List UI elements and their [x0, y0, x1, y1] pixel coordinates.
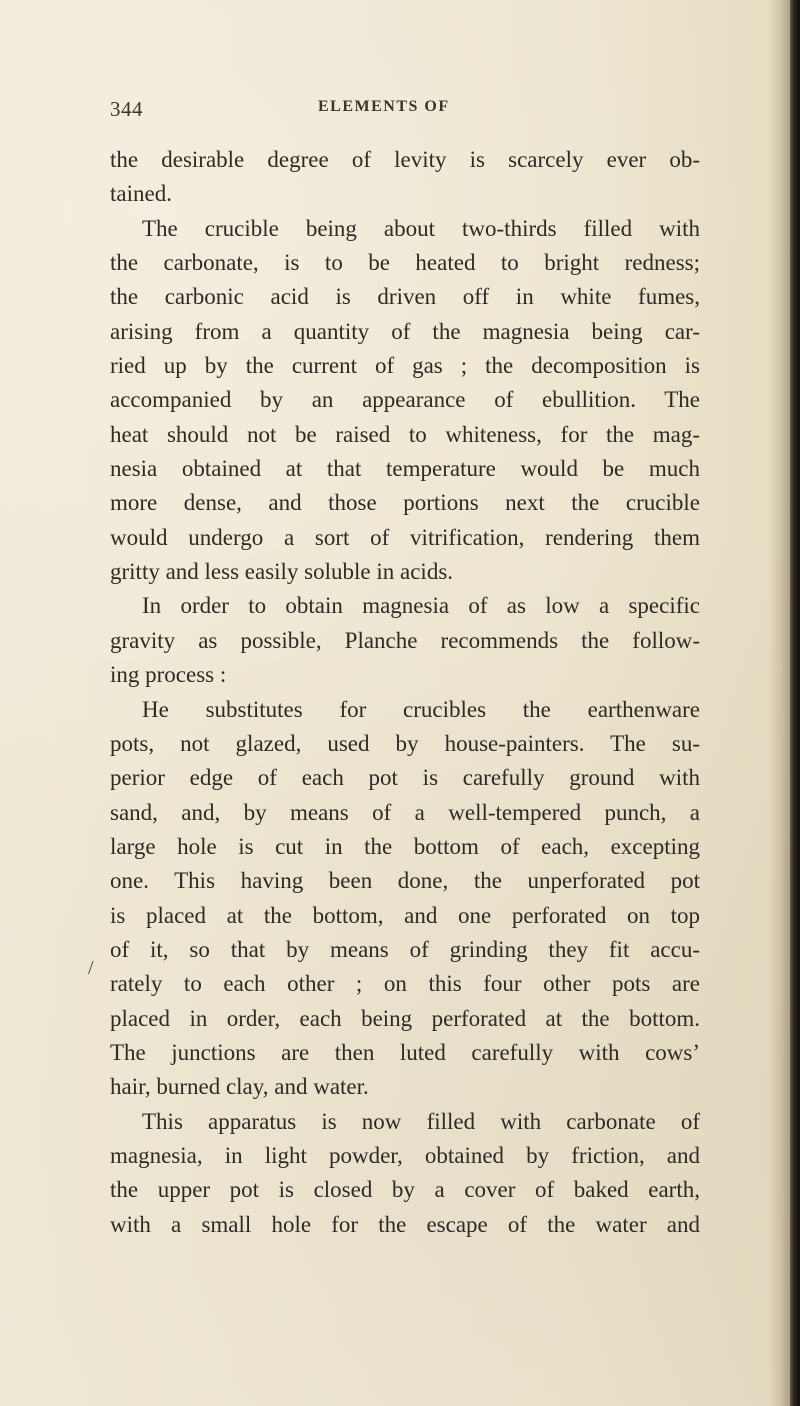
text-line: with a small hole for the escape of the water and	[110, 1211, 700, 1237]
text-line: is placed at the bottom, and one perforated on top	[110, 902, 700, 928]
gutter-shadow	[768, 0, 790, 1406]
text-line: heat should not be raised to whiteness, for the mag-	[110, 421, 700, 447]
text-line: placed in order, each being perforated at the bottom.	[110, 1005, 700, 1031]
text-line: magnesia, in light powder, obtained by friction, and	[110, 1142, 700, 1168]
text-line: sand, and, by means of a well-tempered punch, a	[110, 799, 700, 825]
running-title: ELEMENTS OF	[318, 98, 450, 115]
marginal-mark: /	[88, 957, 94, 979]
page-number: 344	[110, 97, 143, 121]
text-line: In order to obtain magnesia of as low a specific	[142, 593, 700, 619]
text-line: The junctions are then luted carefully with cows’	[110, 1039, 700, 1065]
text-line: arising from a quantity of the magnesia being car-	[110, 318, 700, 344]
text-line: more dense, and those portions next the crucible	[110, 490, 700, 516]
page-edge	[790, 0, 800, 1406]
text-line: gritty and less easily soluble in acids.	[110, 559, 454, 585]
body-text	[110, 143, 700, 1242]
text-line: the carbonate, is to be heated to bright redness;	[110, 250, 700, 276]
text-line: This apparatus is now filled with carbonate of	[142, 1108, 700, 1134]
text-line: perior edge of each pot is carefully ground with	[110, 765, 700, 791]
text-line: the desirable degree of levity is scarcely ever ob-	[110, 147, 700, 172]
text-line: the upper pot is closed by a cover of baked earth,	[110, 1177, 700, 1203]
text-line: nesia obtained at that temperature would be much	[110, 456, 700, 482]
text-line: gravity as possible, Planche recommends the follow-	[110, 627, 700, 653]
text-line: rately to each other ; on this four other pots are	[110, 971, 700, 997]
text-line: pots, not glazed, used by house-painters. The su-	[110, 730, 700, 756]
text-line: ing process :	[110, 662, 227, 688]
text-line: He substitutes for crucibles the earthenware	[142, 696, 700, 722]
text-line: the carbonic acid is driven off in white fumes,	[110, 284, 700, 310]
text-line: would undergo a sort of vitrification, rendering them	[110, 524, 700, 550]
page-header	[110, 97, 700, 127]
text-line: hair, burned clay, and water.	[110, 1074, 369, 1100]
text-line: large hole is cut in the bottom of each, excepting	[110, 833, 700, 859]
text-line: tained.	[110, 181, 172, 207]
text-line: of it, so that by means of grinding they fit accu-	[110, 936, 700, 962]
text-line: accompanied by an appearance of ebullition. The	[110, 387, 700, 413]
text-line: one. This having been done, the unperforated pot	[110, 868, 700, 894]
text-line: The crucible being about two-thirds filled with	[142, 215, 700, 241]
text-line: ried up by the current of gas ; the decomposition is	[110, 353, 700, 379]
